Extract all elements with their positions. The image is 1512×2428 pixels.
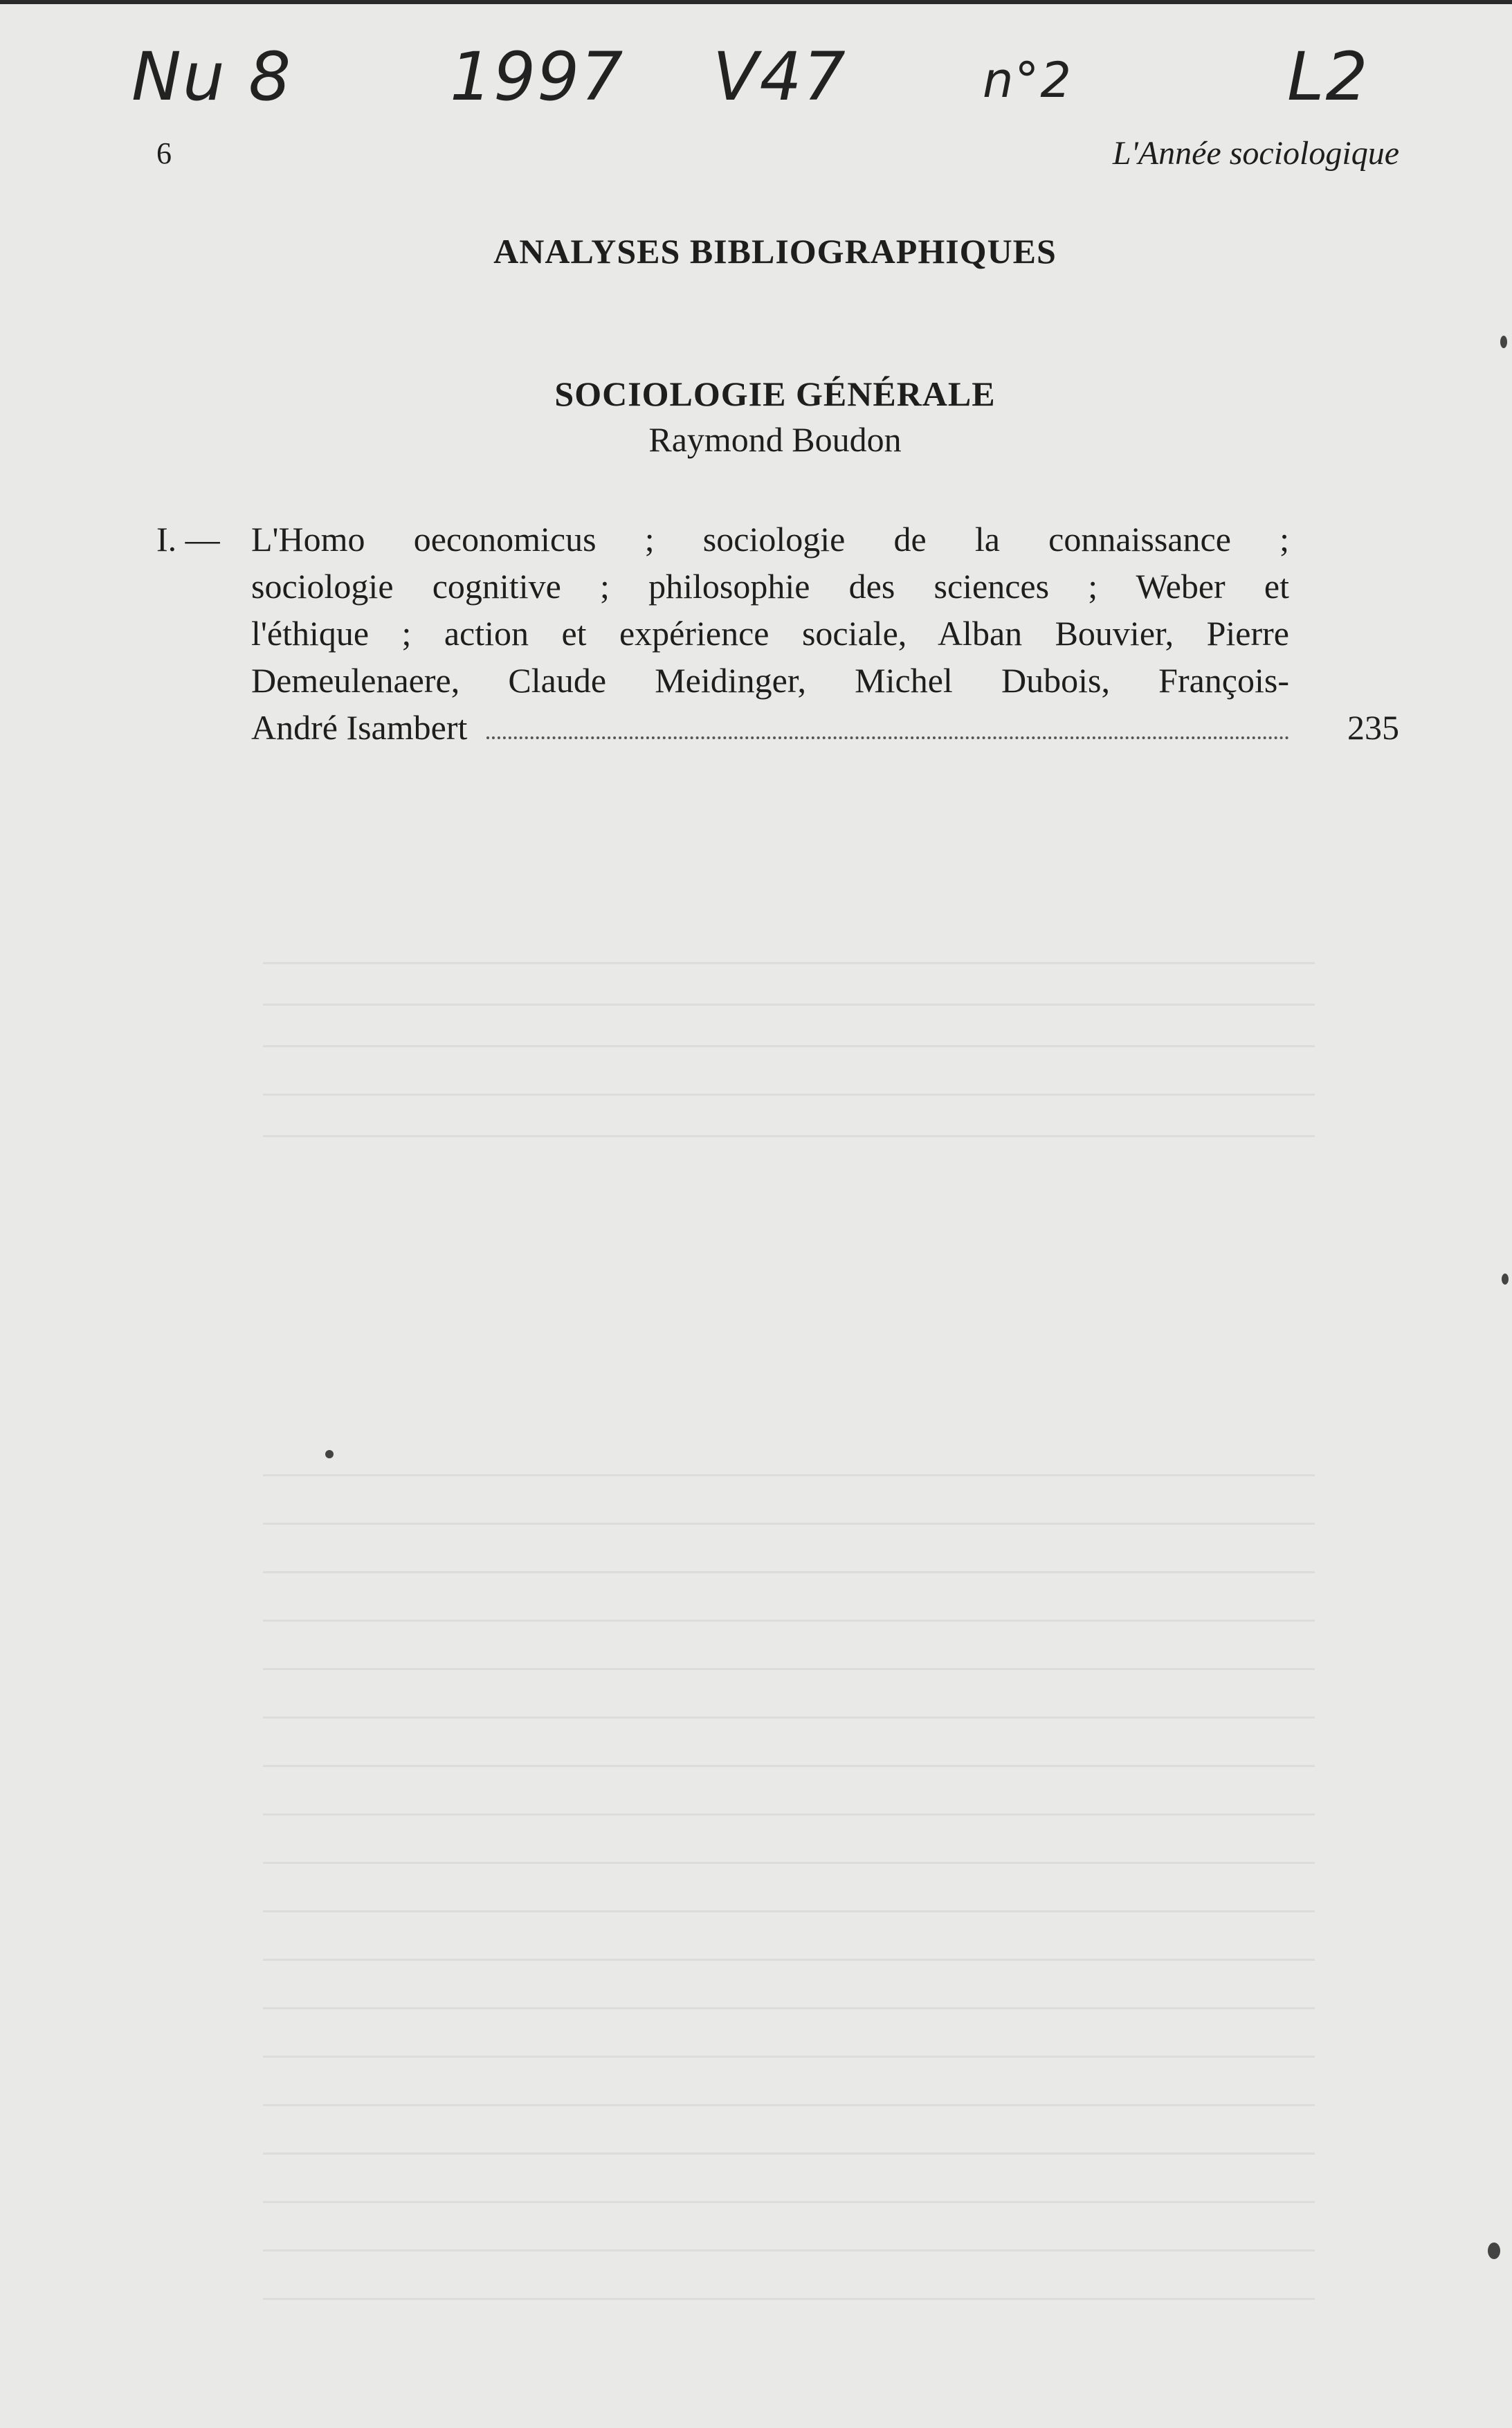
show-through-line bbox=[263, 1620, 1315, 1622]
entry-text-line: L'Homo oeconomicus ; sociologie de la connaissance ; bbox=[251, 520, 1289, 559]
page-number: 6 bbox=[156, 136, 172, 170]
entry-last-line-text: André Isambert bbox=[251, 708, 468, 747]
show-through-line bbox=[263, 1045, 1315, 1047]
show-through-line bbox=[263, 962, 1315, 964]
show-through-line bbox=[263, 2249, 1315, 2252]
show-through-line bbox=[263, 2298, 1315, 2300]
scan-speck bbox=[1488, 2243, 1500, 2259]
scan-speck bbox=[1500, 336, 1507, 348]
dot-leader bbox=[486, 710, 1289, 739]
show-through-line bbox=[263, 1474, 1315, 1476]
show-through-line bbox=[263, 2201, 1315, 2203]
scan-speck bbox=[325, 1450, 334, 1458]
handwritten-note: L2 bbox=[1287, 38, 1369, 116]
running-head: L'Année sociologique bbox=[1112, 135, 1399, 172]
show-through-line bbox=[263, 1094, 1315, 1096]
show-through-line bbox=[263, 1668, 1315, 1670]
show-through-line bbox=[263, 2007, 1315, 2009]
handwritten-note: V47 bbox=[713, 38, 847, 116]
show-through-line bbox=[263, 2056, 1315, 2058]
entry-page-number: 235 bbox=[1347, 708, 1399, 747]
handwritten-note: Nu 8 bbox=[131, 38, 293, 116]
show-through-line bbox=[263, 1765, 1315, 1767]
section-title: ANALYSES BIBLIOGRAPHIQUES bbox=[493, 232, 1057, 271]
show-through-line bbox=[263, 1862, 1315, 1864]
entry-text-line: Demeulenaere, Claude Meidinger, Michel Dubois, François- bbox=[251, 661, 1289, 700]
entry-text-line: l'éthique ; action et expérience sociale, Alban Bouvier, Pierre bbox=[251, 614, 1289, 653]
show-through-line bbox=[263, 2104, 1315, 2106]
entry-text-line bbox=[251, 707, 1289, 748]
show-through-line bbox=[263, 1716, 1315, 1719]
subsection-author: Raymond Boudon bbox=[648, 420, 902, 459]
show-through-line bbox=[263, 1135, 1315, 1137]
show-through-line bbox=[263, 1910, 1315, 1912]
page-top-edge bbox=[0, 0, 1512, 4]
show-through-line bbox=[263, 1004, 1315, 1006]
handwritten-note: 1997 bbox=[450, 38, 625, 116]
entry-text-line: sociologie cognitive ; philosophie des sciences ; Weber et bbox=[251, 567, 1289, 606]
subsection-title: SOCIOLOGIE GÉNÉRALE bbox=[554, 374, 996, 413]
show-through-line bbox=[263, 1813, 1315, 1815]
show-through-line bbox=[263, 1959, 1315, 1961]
show-through-line bbox=[263, 1571, 1315, 1573]
scan-speck bbox=[1502, 1274, 1509, 1285]
show-through-line bbox=[263, 1523, 1315, 1525]
entry-number: I. — bbox=[156, 520, 220, 559]
show-through-line bbox=[263, 2153, 1315, 2155]
handwritten-note: n°2 bbox=[983, 52, 1073, 109]
